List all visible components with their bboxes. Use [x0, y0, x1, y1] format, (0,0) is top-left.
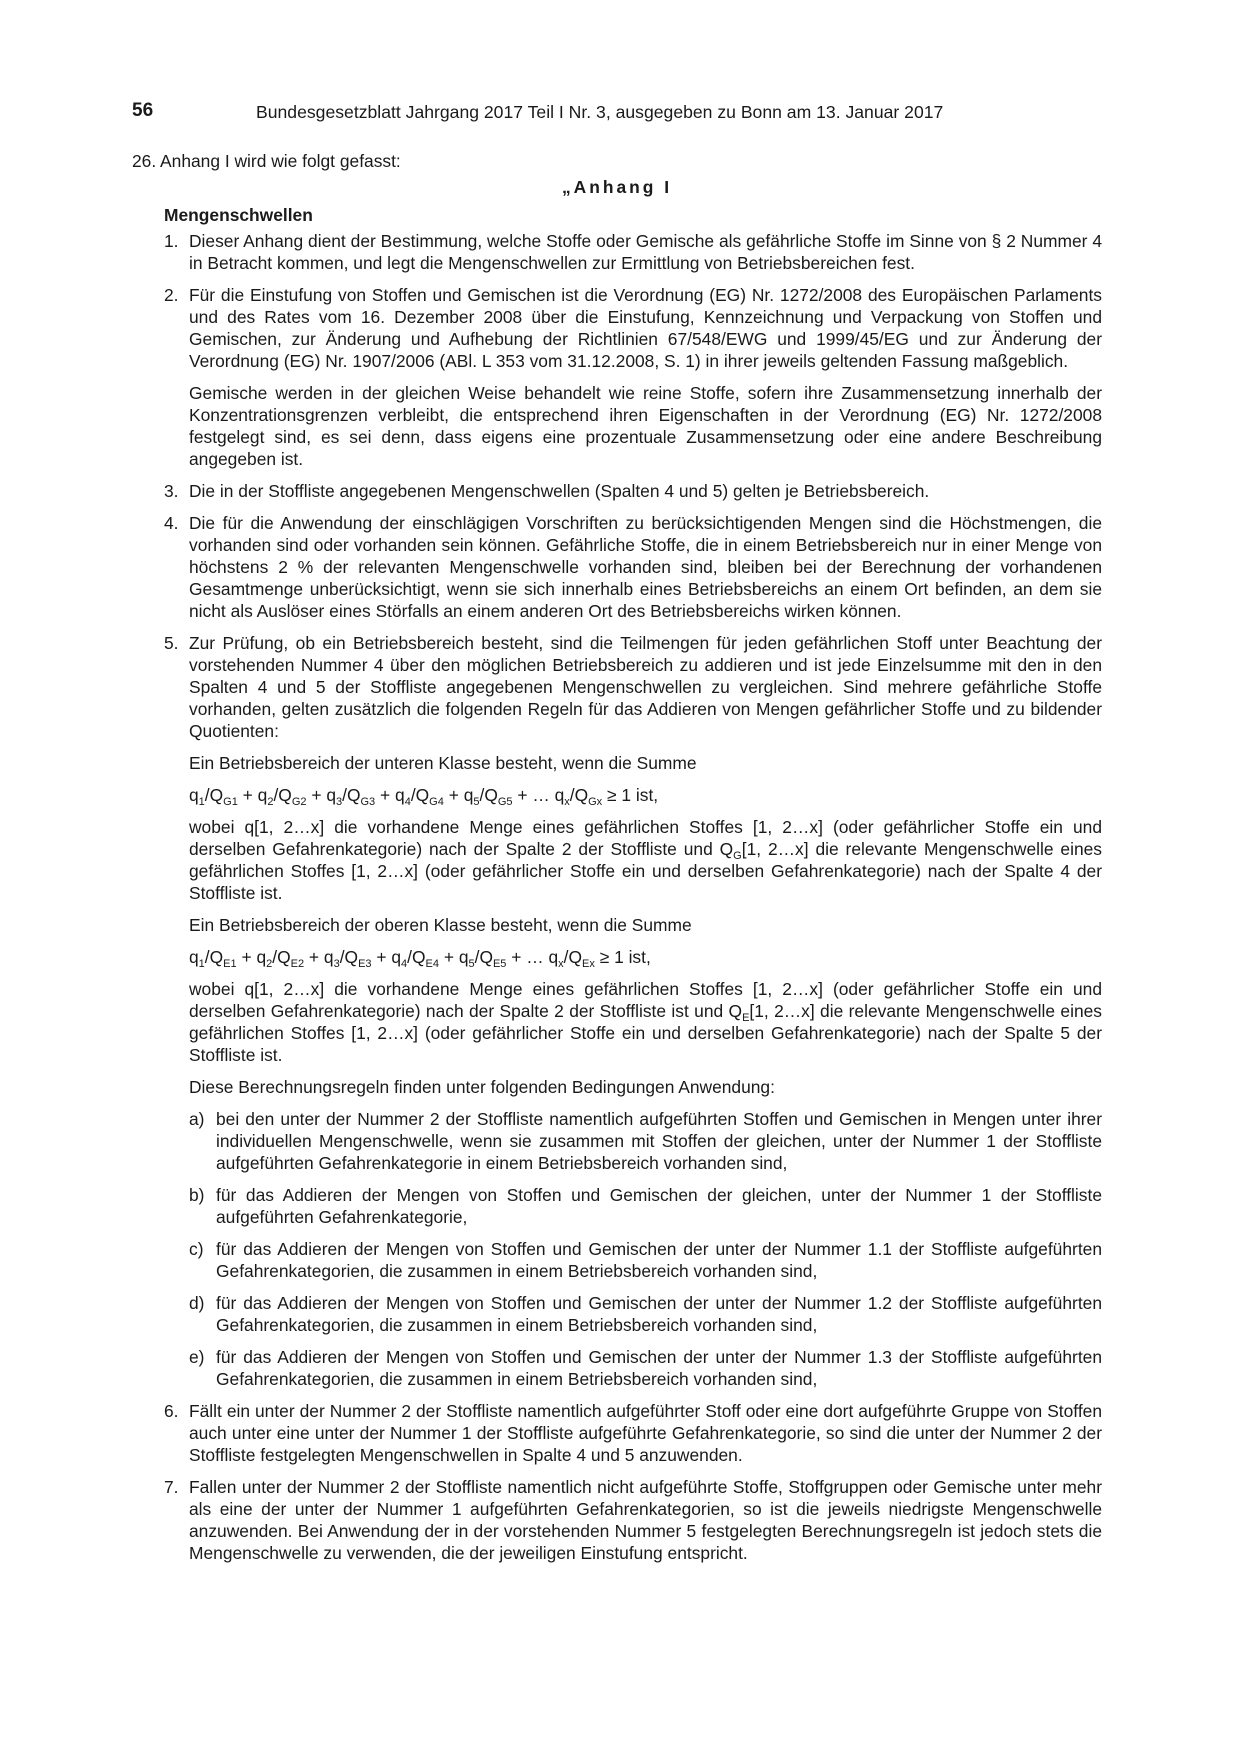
list-item-5: [164, 632, 1102, 1390]
numbered-list: [164, 230, 1102, 1564]
amendment-intro: 26. Anhang I wird wie folgt gefasst:: [132, 151, 401, 171]
page-number: 56: [132, 100, 154, 121]
formula-subscript: 3: [336, 796, 343, 808]
formula-subscript: 2: [266, 958, 273, 970]
formula-subscript: 2: [267, 796, 274, 808]
condition-text: bei den unter der Nummer 2 der Stoffliste namentlich aufgeführten Stoffen und Gemischen in Mengen unter ihrer individuellen Mengenschwelle, wenn sie zusammen mit Stoffen der gleichen, unter der Nummer 1 der Stoffliste aufgeführten Gefahrenkategorie in einem Betriebsbereich vorhanden sind,: [216, 1109, 1102, 1173]
formula-subscript: 1: [198, 796, 205, 808]
paragraph: Dieser Anhang dient der Bestimmung, welche Stoffe oder Gemische als gefährliche Stoffe im Sinne von § 2 Nummer 4 in Betracht kommen, und legt die Mengenschwellen zur Ermittlung von Betriebsbereichen fest.: [189, 231, 1102, 273]
formula-subscript: E1: [223, 958, 237, 970]
item-number: 6.: [164, 1401, 179, 1421]
item-number: 1.: [164, 231, 179, 251]
list-item-6: [164, 1400, 1102, 1466]
condition-text: für das Addieren der Mengen von Stoffen und Gemischen der gleichen, unter der Nummer 1 der Stoffliste aufgeführten Gefahrenkategorie,: [216, 1185, 1102, 1227]
lower-class-intro: Ein Betriebsbereich der unteren Klasse besteht, wenn die Summe: [189, 753, 697, 773]
conditions-list: [189, 1108, 1102, 1390]
paragraph: Fällt ein unter der Nummer 2 der Stoffliste namentlich aufgeführter Stoff oder eine dort aufgeführte Gruppe von Stoffen auch unter eine unter der Nummer 1 der Stoffliste aufgeführte Gefahrenkategorie, so sind die unter der Nummer 2 der Stoffliste festgelegten Mengenschwellen in Spalte 4 und 5 anzuwenden.: [189, 1401, 1102, 1465]
upper-class-intro: Ein Betriebsbereich der oberen Klasse besteht, wenn die Summe: [189, 915, 692, 935]
list-item-3: [164, 480, 1102, 502]
condition-b: [189, 1184, 1102, 1228]
formula-subscript: 4: [401, 958, 408, 970]
list-item-1: [164, 230, 1102, 274]
condition-e: [189, 1346, 1102, 1390]
list-item-4: [164, 512, 1102, 622]
condition-text: für das Addieren der Mengen von Stoffen und Gemischen der unter der Nummer 1.1 der Stoffliste aufgeführten Gefahrenkategorien, die zusammen in einem Betriebsbereich vorhanden sind,: [216, 1239, 1102, 1281]
annex-title: „Anhang I: [561, 177, 673, 197]
formula-lower: $q_1/Q_{G1} + q_2/Q_{G2} + q_3/Q_{G3} + q_4/Q_{G4} + q_5/Q_{G5}$ + … $q_x/Q_{Gx} \ge 1$ ist,: [189, 785, 659, 808]
condition-d: [189, 1292, 1102, 1336]
formula-subscript: 5: [468, 958, 475, 970]
formula-subscript: G5: [497, 796, 513, 808]
formula-subscript: x: [558, 958, 564, 970]
item-number: 2.: [164, 285, 179, 305]
paragraph: Fallen unter der Nummer 2 der Stoffliste namentlich nicht aufgeführte Stoffe, Stoffgruppen oder Gemische unter mehr als eine der unter der Nummer 1 aufgeführten Gefahrenkategorien, so ist die jeweils niedrigste Mengenschwelle anzuwenden. Bei Anwendung der in der vorstehenden Nummer 5 festgelegten Berechnungsregeln ist jedoch stets die Mengenschwelle zu verwenden, die der jeweiligen Einstufung entspricht.: [189, 1477, 1102, 1563]
formula-subscript: E4: [425, 958, 439, 970]
condition-text: für das Addieren der Mengen von Stoffen und Gemischen der unter der Nummer 1.2 der Stoffliste aufgeführten Gefahrenkategorien, die zusammen in einem Betriebsbereich vorhanden sind,: [216, 1293, 1102, 1335]
condition-letter: e): [189, 1347, 205, 1367]
paragraph: Die in der Stoffliste angegebenen Mengenschwellen (Spalten 4 und 5) gelten je Betriebsbereich.: [189, 481, 930, 501]
lower-class-explanation: wobei q[1, 2…x] die vorhandene Menge eines gefährlichen Stoffes [1, 2…x] (oder gefährlicher Stoffe ein und derselben Gefahrenkategorie) nach der Spalte 2 der Stoffliste und $Q_G[1$, 2…x] die relevante Mengenschwelle eines gefährlichen Stoffes [1, 2…x] (oder gefährlicher Stoffe ein und derselben Gefahrenkategorie) nach der Spalte 4 der Stoffliste ist.: [189, 817, 1102, 903]
item-number: 5.: [164, 633, 179, 653]
formula-subscript: G4: [429, 796, 444, 808]
formula-subscript: E3: [358, 958, 372, 970]
formula-subscript: x: [564, 796, 570, 808]
condition-a: [189, 1108, 1102, 1174]
item-number: 7.: [164, 1477, 179, 1497]
formula-subscript: 5: [473, 796, 480, 808]
paragraph: Gemische werden in der gleichen Weise behandelt wie reine Stoffe, sofern ihre Zusammensetzung innerhalb der Konzentrationsgrenzen verbleibt, die entsprechend ihren Eigenschaften in der Verordnung (EG) Nr. 1272/2008 festgelegt sind, es sei denn, dass eigens eine prozentuale Zusammensetzung oder eine andere Beschreibung angegeben ist.: [189, 383, 1102, 469]
paragraph: Zur Prüfung, ob ein Betriebsbereich besteht, sind die Teilmengen für jeden gefährlichen Stoff unter Beachtung der vorstehenden Nummer 4 über den möglichen Betriebsbereich zu addieren und ist jede Einzelsumme mit den in den Spalten 4 und 5 der Stoffliste angegebenen Mengenschwellen zu vergleichen. Sind mehrere gefährliche Stoffe vorhanden, gelten zusätzlich die folgenden Regeln für das Addieren von Mengen gefährlicher Stoffe und zu bildender Quotienten:: [189, 633, 1102, 741]
running-title: Bundesgesetzblatt Jahrgang 2017 Teil I Nr. 3, ausgegeben zu Bonn am 13. Januar 2017: [256, 102, 944, 122]
section-title: Mengenschwellen: [164, 205, 313, 225]
condition-text: für das Addieren der Mengen von Stoffen und Gemischen der unter der Nummer 1.3 der Stoffliste aufgeführten Gefahrenkategorien, die zusammen in einem Betriebsbereich vorhanden sind,: [216, 1347, 1102, 1389]
formula-subscript: 1: [198, 958, 205, 970]
item-number: 3.: [164, 481, 179, 501]
formula-subscript: 4: [404, 796, 411, 808]
formula-subscript: E2: [290, 958, 305, 970]
condition-letter: c): [189, 1239, 204, 1259]
condition-letter: d): [189, 1293, 205, 1313]
upper-class-explanation: wobei q[1, 2…x] die vorhandene Menge eines gefährlichen Stoffes [1, 2…x] (oder gefährlicher Stoffe ein und derselben Gefahrenkategorie) nach der Spalte 2 der Stoffliste ist und $Q_E[1$, 2…x] die relevante Mengenschwelle eines gefährlichen Stoffes [1, 2…x] (oder gefährlicher Stoffe ein und derselben Gefahrenkategorie) nach der Spalte 5 der Stoffliste ist.: [189, 979, 1102, 1065]
condition-c: [189, 1238, 1102, 1282]
formula-subscript: 3: [333, 958, 340, 970]
list-item-7: [164, 1476, 1102, 1564]
paragraph: Für die Einstufung von Stoffen und Gemischen ist die Verordnung (EG) Nr. 1272/2008 des Europäischen Parlaments und des Rates vom 16. Dezember 2008 über die Einstufung, Kennzeichnung und Verpackung von Stoffen und Gemischen, zur Änderung und Aufhebung der Richtlinien 67/548/EWG und 1999/45/EG und zur Änderung der Verordnung (EG) Nr. 1907/2006 (ABl. L 353 vom 31.12.2008, S. 1) in ihrer jeweils geltenden Fassung maßgeblich.: [189, 285, 1102, 371]
paragraph: Die für die Anwendung der einschlägigen Vorschriften zu berücksichtigenden Mengen sind die Höchstmengen, die vorhanden sind oder vorhanden sein können. Gefährliche Stoffe, die in einem Betriebsbereich nur in einer Menge von höchstens 2 % der relevanten Mengenschwelle vorhanden sind, bleiben bei der Berechnung der vorhandenen Gesamtmenge unberücksichtigt, wenn sie sich innerhalb eines Betriebsbereichs an einem Ort befinden, an dem sie nicht als Auslöser eines Störfalls an einem anderen Ort des Betriebsbereichs wirken können.: [189, 513, 1102, 621]
item-number: 4.: [164, 513, 179, 533]
condition-letter: b): [189, 1185, 205, 1205]
condition-letter: a): [189, 1109, 205, 1129]
formula-subscript: G3: [360, 796, 376, 808]
formula-subscript: Gx: [588, 796, 603, 808]
rules-intro: Diese Berechnungsregeln finden unter folgenden Bedingungen Anwendung:: [189, 1077, 775, 1097]
formula-subscript: G1: [223, 796, 238, 808]
page-header: [132, 100, 1102, 124]
formula-subscript: Ex: [582, 958, 595, 970]
document-body: [132, 150, 1102, 1574]
list-item-2: [164, 284, 1102, 470]
formula-subscript: E5: [492, 958, 507, 970]
formula-subscript: G2: [291, 796, 307, 808]
formula-upper: $q_1/Q_{E1} + q_2/Q_{E2} + q_3/Q_{E3} + q_4/Q_{E4} + q_5/Q_{E5}$ + … $q_x/Q_{Ex} \ge 1$ ist,: [189, 947, 651, 970]
